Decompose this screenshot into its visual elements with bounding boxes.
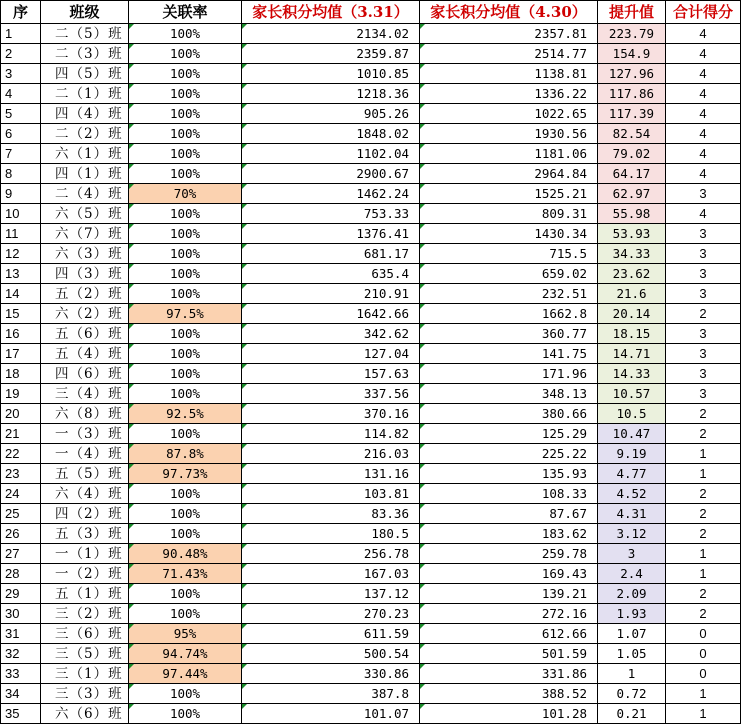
cell-increase[interactable]: 1.05 (598, 644, 666, 664)
cell-avg2[interactable]: 1662.8 (420, 304, 598, 324)
cell-rate[interactable]: 100% (129, 364, 242, 384)
cell-rate[interactable]: 100% (129, 224, 242, 244)
cell-class[interactable]: 六（2）班 (41, 304, 129, 324)
table-row (1, 624, 741, 644)
cell-class[interactable]: 五（4）班 (41, 344, 129, 364)
cell-avg2[interactable]: 169.43 (420, 564, 598, 584)
cell-score[interactable]: 3 (666, 264, 741, 284)
cell-seq[interactable]: 13 (1, 264, 41, 284)
cell-increase[interactable]: 64.17 (598, 164, 666, 184)
cell-avg1[interactable]: 681.17 (242, 244, 420, 264)
cell-increase[interactable]: 9.19 (598, 444, 666, 464)
table-row (1, 104, 741, 124)
cell-score[interactable]: 2 (666, 584, 741, 604)
table-row (1, 424, 741, 444)
cell-avg1[interactable]: 167.03 (242, 564, 420, 584)
cell-seq[interactable]: 24 (1, 484, 41, 504)
cell-avg2[interactable]: 183.62 (420, 524, 598, 544)
cell-seq[interactable]: 3 (1, 64, 41, 84)
table-row (1, 44, 741, 64)
cell-score[interactable]: 2 (666, 504, 741, 524)
cell-avg2[interactable]: 1181.06 (420, 144, 598, 164)
cell-rate[interactable]: 100% (129, 484, 242, 504)
cell-score[interactable]: 3 (666, 384, 741, 404)
cell-class[interactable]: 四（5）班 (41, 64, 129, 84)
cell-increase[interactable]: 4.77 (598, 464, 666, 484)
cell-avg2[interactable]: 388.52 (420, 684, 598, 704)
header-increase[interactable]: 提升值 (598, 1, 666, 24)
cell-avg2[interactable]: 1022.65 (420, 104, 598, 124)
cell-seq[interactable]: 15 (1, 304, 41, 324)
cell-increase[interactable]: 127.96 (598, 64, 666, 84)
table-row (1, 224, 741, 244)
cell-seq[interactable]: 1 (1, 24, 41, 44)
table-row (1, 504, 741, 524)
cell-score[interactable]: 3 (666, 284, 741, 304)
table-row (1, 264, 741, 284)
cell-rate[interactable]: 100% (129, 704, 242, 724)
cell-score[interactable]: 4 (666, 64, 741, 84)
cell-seq[interactable]: 16 (1, 324, 41, 344)
cell-class[interactable]: 六（7）班 (41, 224, 129, 244)
cell-increase[interactable]: 1.07 (598, 624, 666, 644)
cell-avg1[interactable]: 1462.24 (242, 184, 420, 204)
cell-class[interactable]: 四（1）班 (41, 164, 129, 184)
cell-seq[interactable]: 7 (1, 144, 41, 164)
cell-score[interactable]: 1 (666, 544, 741, 564)
cell-avg1[interactable]: 131.16 (242, 464, 420, 484)
cell-class[interactable]: 三（1）班 (41, 664, 129, 684)
cell-rate[interactable]: 100% (129, 684, 242, 704)
cell-increase[interactable]: 23.62 (598, 264, 666, 284)
table-row (1, 84, 741, 104)
table-row (1, 584, 741, 604)
cell-class[interactable]: 五（2）班 (41, 284, 129, 304)
cell-class[interactable]: 二（4）班 (41, 184, 129, 204)
header-score[interactable]: 合计得分 (666, 1, 741, 24)
table-body (1, 24, 741, 724)
cell-score[interactable]: 4 (666, 144, 741, 164)
cell-avg1[interactable]: 1376.41 (242, 224, 420, 244)
cell-score[interactable]: 1 (666, 704, 741, 724)
table-row (1, 404, 741, 424)
table-row (1, 384, 741, 404)
cell-score[interactable]: 4 (666, 124, 741, 144)
cell-avg2[interactable]: 87.67 (420, 504, 598, 524)
cell-seq[interactable]: 25 (1, 504, 41, 524)
header-row (1, 1, 741, 24)
table-row (1, 444, 741, 464)
cell-increase[interactable]: 117.39 (598, 104, 666, 124)
cell-score[interactable]: 4 (666, 164, 741, 184)
cell-avg1[interactable]: 342.62 (242, 324, 420, 344)
cell-avg2[interactable]: 501.59 (420, 644, 598, 664)
cell-avg2[interactable]: 659.02 (420, 264, 598, 284)
cell-class[interactable]: 六（8）班 (41, 404, 129, 424)
cell-score[interactable]: 2 (666, 524, 741, 544)
cell-avg1[interactable]: 101.07 (242, 704, 420, 724)
cell-rate[interactable]: 92.5% (129, 404, 242, 424)
cell-avg1[interactable]: 103.81 (242, 484, 420, 504)
cell-avg1[interactable]: 114.82 (242, 424, 420, 444)
cell-avg2[interactable]: 101.28 (420, 704, 598, 724)
cell-avg1[interactable]: 1102.04 (242, 144, 420, 164)
cell-class[interactable]: 四（4）班 (41, 104, 129, 124)
table-row (1, 524, 741, 544)
cell-seq[interactable]: 6 (1, 124, 41, 144)
cell-increase[interactable]: 3.12 (598, 524, 666, 544)
cell-avg1[interactable]: 611.59 (242, 624, 420, 644)
cell-rate[interactable]: 100% (129, 144, 242, 164)
cell-avg2[interactable]: 232.51 (420, 284, 598, 304)
cell-avg1[interactable]: 2359.87 (242, 44, 420, 64)
cell-increase[interactable]: 2.09 (598, 584, 666, 604)
cell-rate[interactable]: 100% (129, 504, 242, 524)
cell-rate[interactable]: 100% (129, 124, 242, 144)
cell-rate[interactable]: 100% (129, 324, 242, 344)
cell-avg2[interactable]: 171.96 (420, 364, 598, 384)
cell-avg2[interactable]: 1430.34 (420, 224, 598, 244)
cell-avg1[interactable]: 635.4 (242, 264, 420, 284)
cell-rate[interactable]: 100% (129, 284, 242, 304)
cell-score[interactable]: 4 (666, 84, 741, 104)
cell-score[interactable]: 0 (666, 624, 741, 644)
cell-increase[interactable]: 117.86 (598, 84, 666, 104)
table-row (1, 124, 741, 144)
cell-seq[interactable]: 22 (1, 444, 41, 464)
cell-increase[interactable]: 0.21 (598, 704, 666, 724)
cell-score[interactable]: 3 (666, 244, 741, 264)
cell-score[interactable]: 3 (666, 364, 741, 384)
cell-seq[interactable]: 17 (1, 344, 41, 364)
cell-class[interactable]: 三（2）班 (41, 604, 129, 624)
cell-score[interactable]: 3 (666, 184, 741, 204)
cell-avg1[interactable]: 216.03 (242, 444, 420, 464)
cell-score[interactable]: 2 (666, 484, 741, 504)
cell-avg2[interactable]: 1336.22 (420, 84, 598, 104)
cell-avg2[interactable]: 1138.81 (420, 64, 598, 84)
cell-avg1[interactable]: 905.26 (242, 104, 420, 124)
cell-avg1[interactable]: 330.86 (242, 664, 420, 684)
cell-increase[interactable]: 10.57 (598, 384, 666, 404)
cell-rate[interactable]: 100% (129, 24, 242, 44)
cell-score[interactable]: 1 (666, 464, 741, 484)
table-row (1, 284, 741, 304)
cell-avg2[interactable]: 715.5 (420, 244, 598, 264)
table-row (1, 544, 741, 564)
cell-increase[interactable]: 10.47 (598, 424, 666, 444)
cell-score[interactable]: 3 (666, 224, 741, 244)
cell-class[interactable]: 六（5）班 (41, 204, 129, 224)
cell-seq[interactable]: 11 (1, 224, 41, 244)
cell-rate[interactable]: 71.43% (129, 564, 242, 584)
cell-seq[interactable]: 8 (1, 164, 41, 184)
cell-avg1[interactable]: 337.56 (242, 384, 420, 404)
cell-rate[interactable]: 95% (129, 624, 242, 644)
cell-seq[interactable]: 28 (1, 564, 41, 584)
cell-score[interactable]: 1 (666, 444, 741, 464)
cell-class[interactable]: 三（4）班 (41, 384, 129, 404)
cell-avg1[interactable]: 1218.36 (242, 84, 420, 104)
cell-class[interactable]: 六（3）班 (41, 244, 129, 264)
table-row (1, 164, 741, 184)
cell-avg2[interactable]: 108.33 (420, 484, 598, 504)
cell-seq[interactable]: 29 (1, 584, 41, 604)
cell-increase[interactable]: 20.14 (598, 304, 666, 324)
cell-avg1[interactable]: 83.36 (242, 504, 420, 524)
cell-class[interactable]: 一（2）班 (41, 564, 129, 584)
cell-avg1[interactable]: 127.04 (242, 344, 420, 364)
cell-rate[interactable]: 100% (129, 44, 242, 64)
cell-increase[interactable]: 14.33 (598, 364, 666, 384)
cell-seq[interactable]: 23 (1, 464, 41, 484)
cell-rate[interactable]: 100% (129, 104, 242, 124)
table-row (1, 204, 741, 224)
cell-increase[interactable]: 4.52 (598, 484, 666, 504)
cell-avg2[interactable]: 141.75 (420, 344, 598, 364)
cell-avg2[interactable]: 809.31 (420, 204, 598, 224)
cell-rate[interactable]: 70% (129, 184, 242, 204)
cell-avg2[interactable]: 612.66 (420, 624, 598, 644)
cell-seq[interactable]: 18 (1, 364, 41, 384)
cell-rate[interactable]: 87.8% (129, 444, 242, 464)
cell-avg2[interactable]: 348.13 (420, 384, 598, 404)
cell-increase[interactable]: 53.93 (598, 224, 666, 244)
header-seq[interactable]: 序 (1, 1, 41, 24)
table-row (1, 24, 741, 44)
cell-class[interactable]: 二（2）班 (41, 124, 129, 144)
cell-avg2[interactable]: 135.93 (420, 464, 598, 484)
cell-class[interactable]: 五（1）班 (41, 584, 129, 604)
cell-rate[interactable]: 100% (129, 384, 242, 404)
cell-class[interactable]: 二（1）班 (41, 84, 129, 104)
table-row (1, 604, 741, 624)
cell-seq[interactable]: 20 (1, 404, 41, 424)
cell-class[interactable]: 五（3）班 (41, 524, 129, 544)
cell-increase[interactable]: 82.54 (598, 124, 666, 144)
cell-score[interactable]: 4 (666, 44, 741, 64)
cell-rate[interactable]: 100% (129, 84, 242, 104)
cell-avg1[interactable]: 1642.66 (242, 304, 420, 324)
table-row (1, 484, 741, 504)
cell-rate[interactable]: 97.73% (129, 464, 242, 484)
cell-avg1[interactable]: 1848.02 (242, 124, 420, 144)
cell-avg1[interactable]: 387.8 (242, 684, 420, 704)
cell-avg1[interactable]: 2900.67 (242, 164, 420, 184)
cell-avg1[interactable]: 137.12 (242, 584, 420, 604)
cell-rate[interactable]: 90.48% (129, 544, 242, 564)
cell-class[interactable]: 一（3）班 (41, 424, 129, 444)
table-row (1, 684, 741, 704)
cell-class[interactable]: 六（1）班 (41, 144, 129, 164)
cell-class[interactable]: 四（2）班 (41, 504, 129, 524)
cell-avg1[interactable]: 210.91 (242, 284, 420, 304)
cell-seq[interactable]: 12 (1, 244, 41, 264)
cell-score[interactable]: 2 (666, 304, 741, 324)
cell-increase[interactable]: 4.31 (598, 504, 666, 524)
cell-increase[interactable]: 79.02 (598, 144, 666, 164)
cell-increase[interactable]: 1 (598, 664, 666, 684)
header-rate[interactable]: 关联率 (129, 1, 242, 24)
cell-seq[interactable]: 30 (1, 604, 41, 624)
cell-avg1[interactable]: 180.5 (242, 524, 420, 544)
cell-score[interactable]: 2 (666, 604, 741, 624)
table-row (1, 704, 741, 724)
cell-avg2[interactable]: 331.86 (420, 664, 598, 684)
table-row (1, 464, 741, 484)
cell-class[interactable]: 四（3）班 (41, 264, 129, 284)
table-row (1, 344, 741, 364)
cell-seq[interactable]: 35 (1, 704, 41, 724)
cell-avg2[interactable]: 2514.77 (420, 44, 598, 64)
cell-score[interactable]: 0 (666, 644, 741, 664)
cell-avg2[interactable]: 2357.81 (420, 24, 598, 44)
table-row (1, 644, 741, 664)
table-row (1, 664, 741, 684)
cell-avg2[interactable]: 225.22 (420, 444, 598, 464)
cell-class[interactable]: 二（3）班 (41, 44, 129, 64)
cell-avg1[interactable]: 270.23 (242, 604, 420, 624)
cell-avg1[interactable]: 1010.85 (242, 64, 420, 84)
cell-increase[interactable]: 154.9 (598, 44, 666, 64)
cell-seq[interactable]: 31 (1, 624, 41, 644)
cell-seq[interactable]: 33 (1, 664, 41, 684)
cell-class[interactable]: 六（4）班 (41, 484, 129, 504)
cell-class[interactable]: 三（5）班 (41, 644, 129, 664)
cell-avg1[interactable]: 157.63 (242, 364, 420, 384)
cell-seq[interactable]: 34 (1, 684, 41, 704)
table-row (1, 244, 741, 264)
cell-increase[interactable]: 10.5 (598, 404, 666, 424)
cell-score[interactable]: 4 (666, 204, 741, 224)
cell-score[interactable]: 3 (666, 344, 741, 364)
cell-rate[interactable]: 100% (129, 604, 242, 624)
table-row (1, 144, 741, 164)
cell-rate[interactable]: 100% (129, 204, 242, 224)
cell-increase[interactable]: 1.93 (598, 604, 666, 624)
cell-rate[interactable]: 100% (129, 344, 242, 364)
table-row (1, 364, 741, 384)
cell-seq[interactable]: 4 (1, 84, 41, 104)
cell-avg2[interactable]: 1525.21 (420, 184, 598, 204)
cell-rate[interactable]: 100% (129, 244, 242, 264)
cell-avg1[interactable]: 500.54 (242, 644, 420, 664)
table-row (1, 64, 741, 84)
cell-rate[interactable]: 100% (129, 64, 242, 84)
cell-score[interactable]: 3 (666, 324, 741, 344)
cell-avg1[interactable]: 2134.02 (242, 24, 420, 44)
cell-avg1[interactable]: 370.16 (242, 404, 420, 424)
cell-avg2[interactable]: 2964.84 (420, 164, 598, 184)
cell-increase[interactable]: 34.33 (598, 244, 666, 264)
cell-seq[interactable]: 26 (1, 524, 41, 544)
cell-increase[interactable]: 55.98 (598, 204, 666, 224)
cell-rate[interactable]: 97.5% (129, 304, 242, 324)
cell-seq[interactable]: 14 (1, 284, 41, 304)
cell-rate[interactable]: 94.74% (129, 644, 242, 664)
cell-seq[interactable]: 10 (1, 204, 41, 224)
cell-class[interactable]: 三（6）班 (41, 624, 129, 644)
cell-increase[interactable]: 18.15 (598, 324, 666, 344)
cell-avg2[interactable]: 360.77 (420, 324, 598, 344)
header-avg1[interactable]: 家长积分均值（3.31） (242, 1, 420, 24)
cell-increase[interactable]: 0.72 (598, 684, 666, 704)
cell-avg2[interactable]: 272.16 (420, 604, 598, 624)
cell-increase[interactable]: 2.4 (598, 564, 666, 584)
cell-seq[interactable]: 21 (1, 424, 41, 444)
cell-increase[interactable]: 62.97 (598, 184, 666, 204)
table-row (1, 304, 741, 324)
cell-increase[interactable]: 14.71 (598, 344, 666, 364)
cell-avg1[interactable]: 256.78 (242, 544, 420, 564)
cell-rate[interactable]: 100% (129, 584, 242, 604)
cell-score[interactable]: 4 (666, 104, 741, 124)
cell-avg2[interactable]: 125.29 (420, 424, 598, 444)
cell-class[interactable]: 二（5）班 (41, 24, 129, 44)
cell-score[interactable]: 0 (666, 664, 741, 684)
cell-seq[interactable]: 9 (1, 184, 41, 204)
cell-score[interactable]: 1 (666, 684, 741, 704)
cell-score[interactable]: 1 (666, 564, 741, 584)
cell-rate[interactable]: 100% (129, 264, 242, 284)
cell-seq[interactable]: 32 (1, 644, 41, 664)
cell-class[interactable]: 一（1）班 (41, 544, 129, 564)
cell-class[interactable]: 一（4）班 (41, 444, 129, 464)
cell-rate[interactable]: 100% (129, 164, 242, 184)
cell-increase[interactable]: 21.6 (598, 284, 666, 304)
table-row (1, 184, 741, 204)
header-avg2[interactable]: 家长积分均值（4.30） (420, 1, 598, 24)
table-row (1, 324, 741, 344)
cell-avg2[interactable]: 380.66 (420, 404, 598, 424)
cell-increase[interactable]: 223.79 (598, 24, 666, 44)
cell-score[interactable]: 4 (666, 24, 741, 44)
cell-class[interactable]: 四（6）班 (41, 364, 129, 384)
cell-rate[interactable]: 100% (129, 524, 242, 544)
table-row (1, 564, 741, 584)
cell-increase[interactable]: 3 (598, 544, 666, 564)
cell-seq[interactable]: 27 (1, 544, 41, 564)
cell-avg2[interactable]: 139.21 (420, 584, 598, 604)
cell-seq[interactable]: 5 (1, 104, 41, 124)
cell-score[interactable]: 2 (666, 404, 741, 424)
cell-avg2[interactable]: 1930.56 (420, 124, 598, 144)
cell-seq[interactable]: 19 (1, 384, 41, 404)
cell-class[interactable]: 五（6）班 (41, 324, 129, 344)
cell-score[interactable]: 2 (666, 424, 741, 444)
cell-rate[interactable]: 97.44% (129, 664, 242, 684)
cell-class[interactable]: 三（3）班 (41, 684, 129, 704)
cell-class[interactable]: 六（6）班 (41, 704, 129, 724)
cell-avg1[interactable]: 753.33 (242, 204, 420, 224)
cell-seq[interactable]: 2 (1, 44, 41, 64)
cell-rate[interactable]: 100% (129, 424, 242, 444)
header-class[interactable]: 班级 (41, 1, 129, 24)
cell-avg2[interactable]: 259.78 (420, 544, 598, 564)
cell-class[interactable]: 五（5）班 (41, 464, 129, 484)
